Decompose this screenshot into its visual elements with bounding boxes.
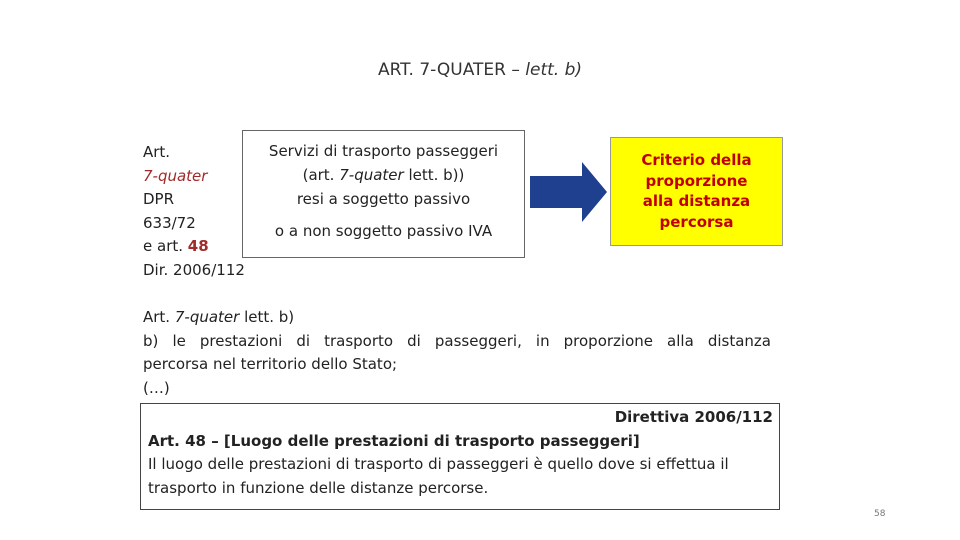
norm-head-a: Art. bbox=[143, 308, 175, 326]
service-line-1: Servizi di trasporto passeggeri bbox=[268, 142, 499, 160]
ref-48: 48 bbox=[187, 237, 209, 255]
service-line-2b: 7-quater bbox=[339, 166, 404, 184]
ref-e-art: e art. bbox=[143, 237, 188, 255]
criterion-line-4: percorsa bbox=[659, 212, 734, 231]
norm-line-1: b) le prestazioni di trasporto di passeggeri, in proporzione alla distanza bbox=[143, 331, 771, 350]
directive-box bbox=[140, 403, 780, 510]
norm-head-c: lett. b) bbox=[239, 308, 295, 326]
criterion-line-3: alla distanza bbox=[642, 192, 751, 210]
service-line-2 bbox=[243, 166, 524, 184]
directive-line-2: trasporto in funzione delle distanze percorse. bbox=[148, 478, 489, 497]
directive-line-1: Il luogo delle prestazioni di trasporto di passeggeri è quello dove si effettua il bbox=[148, 455, 729, 473]
criterion-box bbox=[610, 137, 783, 246]
title-main: ART. 7-QUATER – bbox=[377, 60, 526, 80]
service-line-3: resi a soggetto passivo bbox=[296, 190, 471, 208]
service-line-2a: (art. bbox=[302, 166, 340, 184]
norm-line-2: percorsa nel territorio dello Stato; bbox=[143, 355, 398, 373]
norm-text bbox=[143, 306, 771, 400]
page-number: 58 bbox=[874, 509, 886, 519]
ref-dpr: DPR bbox=[143, 190, 175, 208]
directive-ref: Direttiva 2006/112 bbox=[614, 408, 773, 426]
norm-head-b: 7-quater bbox=[174, 308, 240, 326]
service-line-2c: lett. b)) bbox=[403, 166, 465, 184]
ref-art48 bbox=[143, 235, 245, 259]
ref-number: 633/72 bbox=[143, 213, 196, 232]
ref-directive: Dir. 2006/112 bbox=[143, 260, 245, 279]
ref-art: Art. bbox=[143, 143, 171, 161]
norm-heading bbox=[143, 306, 771, 330]
legal-reference bbox=[143, 141, 245, 282]
title-italic: lett. b) bbox=[525, 60, 583, 80]
norm-line-3: (…) bbox=[143, 378, 170, 397]
criterion-line-1: Criterio della bbox=[641, 151, 752, 169]
service-box bbox=[242, 130, 525, 258]
ref-quater: 7-quater bbox=[143, 166, 208, 185]
criterion-line-2: proporzione bbox=[645, 171, 748, 190]
right-arrow-icon bbox=[530, 162, 608, 222]
slide-title bbox=[0, 60, 960, 80]
service-line-4: o a non soggetto passivo IVA bbox=[274, 222, 493, 240]
directive-article: Art. 48 – [Luogo delle prestazioni di trasporto passeggeri] bbox=[148, 431, 640, 450]
